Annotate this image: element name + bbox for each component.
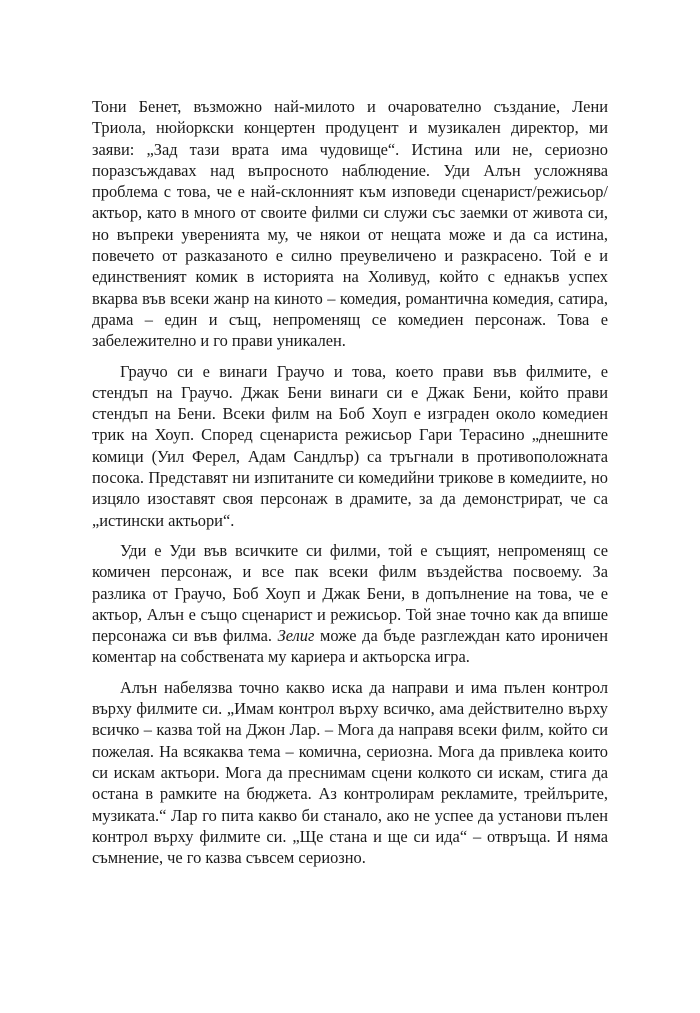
paragraph-3 <box>92 540 608 668</box>
paragraph-2-text: Граучо си е винаги Граучо и това, което прави във филмите, е стендъп на Граучо. Джак Бени винаги си е Джак Бени, който прави стендъп на Бени. Всеки филм на Боб Хоуп е изграден около комедиен трик на Хоуп. Според сценариста режисьор Гари Терасино „днешните комици (Уил Ферел, Адам Сандлър) са тръгнали в противоположната посока. Представят ни изпитаните си комедийни трикове в комедиите, но изцяло изоставят своя персонаж в драмите, за да демонстрират, че са „истински актьори“. <box>92 361 608 530</box>
paragraph-3-text-b: може да бъде разглеждан като ироничен коментар на собствената му кариера и актьорска игра. <box>92 626 608 667</box>
paragraph-2 <box>92 361 608 531</box>
paragraph-3-text-a: Уди е Уди във всичките си филми, той е същият, непроменящ се комичен персонаж, и все пак всеки филм въздейства посвоему. За разлика от Граучо, Боб Хоуп и Джак Бени, в допълнение на това, че е актьор, Алън е също сценарист и режисьор. Той знае точно как да впише персонажа си във филма. <box>92 540 608 646</box>
page-body <box>92 96 608 877</box>
paragraph-1 <box>92 96 608 352</box>
paragraph-1-text: Тони Бенет, възможно най-милото и очарователно създание, Лени Триола, нюйоркски концертен продуцент и музикален директор, ми заяви: „Зад тази врата има чудовище“. Истина или не, сериозно поразсъждавах над въпросното наблюдение. Уди Алън усложнява проблема с това, че е най-склонният към изповеди сценарист/режисьор/актьор, като в много от своите филми си служи със заемки от живота си, но въпреки уверенията му, че някои от нещата може и да са истина, повечето от разказаното е силно преувеличено и разкрасено. Той е и единственият комик в историята на Холивуд, който с еднакъв успех вкарва във всеки жанр на киното – комедия, романтична комедия, сатира, драма – един и същ, непроменящ се комедиен персонаж. Това е забележително и го прави уникален. <box>92 97 608 351</box>
film-title-zelig: Зелиг <box>277 626 315 646</box>
paragraph-4-text: Алън набелязва точно какво иска да направи и има пълен контрол върху филмите си. „Имам контрол върху всичко, ама действително върху всичко – казва той на Джон Лар. – Мога да направя всеки филм, който си пожелая. На всякаква тема – комична, сериозна. Мога да привлека които си искам актьори. Мога да преснимам сцени колкото си искам, стига да остана в рамките на бюджета. Аз контролирам рекламите, трейлърите, музиката.“ Лар го пита какво би станало, ако не успее да установи пълен контрол върху филмите си. „Ще стана и ще си ида“ – отвръща. И няма съмнение, че го казва съвсем сериозно. <box>92 677 608 868</box>
paragraph-4 <box>92 677 608 869</box>
